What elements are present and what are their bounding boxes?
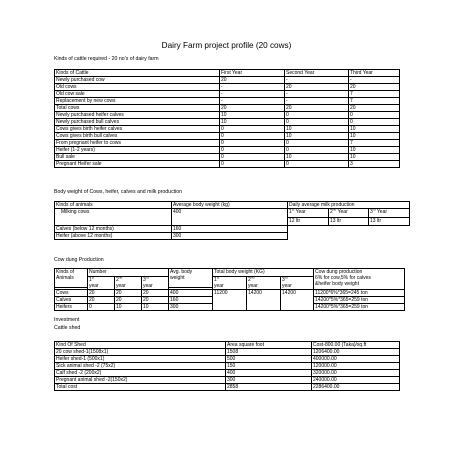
year-header-cell: 2nd year bbox=[115, 277, 142, 290]
table-header-row bbox=[55, 342, 400, 349]
table-cell: 0 bbox=[349, 119, 400, 126]
table-cell: 13 ltr bbox=[329, 217, 369, 226]
table-row bbox=[55, 112, 400, 119]
header-cell: Average body weight (kg) bbox=[172, 202, 288, 209]
year-header-cell: 1st year bbox=[213, 277, 247, 290]
table-cell: 20 bbox=[88, 290, 115, 297]
row-label: Calves bbox=[55, 297, 88, 304]
table-cell: 7 bbox=[349, 91, 400, 98]
table-cell: 13 ltr bbox=[369, 217, 410, 226]
table-row bbox=[55, 349, 400, 356]
row-label: Old cow sale bbox=[55, 91, 220, 98]
table-row bbox=[55, 363, 400, 370]
table-cell: 11200 bbox=[213, 290, 247, 311]
header-cell: Avg. body weight bbox=[169, 269, 213, 288]
table-row bbox=[55, 133, 400, 140]
cattle-shed-table-body bbox=[55, 342, 400, 391]
table-cell: 7 bbox=[349, 140, 400, 147]
table-cell: 10 bbox=[349, 154, 400, 161]
cow-dung-heading: Cow dung Production bbox=[54, 257, 104, 263]
table-row bbox=[55, 126, 400, 133]
table-cell: 300 bbox=[169, 304, 213, 311]
cattle-required-table bbox=[54, 69, 400, 168]
body-weight-header-row bbox=[55, 202, 410, 209]
table-cell: 10 bbox=[285, 126, 349, 133]
table-cell: 7 bbox=[349, 98, 400, 105]
table-cell: 20 bbox=[88, 297, 115, 304]
header-cell: First Year bbox=[220, 70, 285, 77]
table-cell: 0 bbox=[220, 154, 285, 161]
row-label: Cows gives birth heifer calves bbox=[55, 126, 220, 133]
table-row bbox=[55, 98, 400, 105]
table-cell: 10 bbox=[285, 133, 349, 140]
table-row bbox=[55, 370, 400, 377]
row-label: Calf shed -2 (200x2) bbox=[55, 370, 226, 377]
row-label: Sick animal shed -2 (75x2) bbox=[55, 363, 226, 370]
header-cell: Kinds of Animals bbox=[55, 269, 88, 288]
table-cell: 3 bbox=[349, 161, 400, 168]
row-label: Calves (below 12 months) bbox=[55, 226, 172, 233]
table-row bbox=[55, 161, 400, 168]
year-header-cell: 3rd Year bbox=[369, 209, 410, 218]
body-weight-table bbox=[54, 201, 410, 240]
table-row bbox=[55, 119, 400, 126]
table-cell: 20 bbox=[285, 84, 349, 91]
table-row bbox=[55, 77, 400, 84]
table-cell: - bbox=[349, 77, 400, 84]
table-cell: 0 bbox=[285, 161, 349, 168]
year-header-cell: 2nd year bbox=[247, 277, 281, 290]
cattle-shed-heading: Cattle shed bbox=[54, 325, 81, 331]
table-cell: 20 bbox=[220, 105, 285, 112]
table-cell: 20 bbox=[349, 105, 400, 112]
header-cell: Daily average milk production bbox=[288, 202, 410, 209]
table-cell: 20 bbox=[142, 290, 169, 297]
year-header-cell: 1st year bbox=[88, 277, 115, 290]
table-cell: 12 ltr bbox=[288, 217, 329, 226]
row-label: Heifer (1-2 years) bbox=[55, 147, 220, 154]
table-cell: 400 bbox=[226, 370, 312, 377]
table-cell: 300 bbox=[172, 233, 288, 240]
table-cell: 20 bbox=[349, 84, 400, 91]
table-header-row bbox=[55, 70, 400, 77]
table-cell: 0 bbox=[220, 147, 285, 154]
row-label: Milking cows bbox=[55, 209, 172, 226]
table-cell: 1508 bbox=[226, 349, 312, 356]
header-cell: Area square foot bbox=[226, 342, 312, 349]
header-cell: Third Year bbox=[349, 70, 400, 77]
table-cell: 400 bbox=[169, 290, 213, 297]
year-header-cell: 3rd year bbox=[142, 277, 169, 290]
table-cell: 20 bbox=[285, 105, 349, 112]
table-cell: 0 bbox=[220, 126, 285, 133]
row-label: Replacement by new cows bbox=[55, 98, 220, 105]
table-cell: 400 bbox=[172, 209, 288, 226]
table-cell: - bbox=[285, 98, 349, 105]
table-cell: 0 bbox=[285, 140, 349, 147]
table-cell: 400000.00 bbox=[312, 356, 400, 363]
table-cell: - bbox=[220, 84, 285, 91]
row-label: Newly purchased bull calves bbox=[55, 119, 220, 126]
table-cell: 10 bbox=[349, 126, 400, 133]
row-label: 20 cow shed-1(1508x1) bbox=[55, 349, 226, 356]
table-cell: 500 bbox=[226, 356, 312, 363]
cow-dung-header-row bbox=[55, 269, 405, 277]
header-cell: Kinds of animals bbox=[55, 202, 172, 209]
cattle-required-heading: Kinds of cattle required - 20 no’s of dairy farm bbox=[54, 56, 159, 62]
table-cell: 10 bbox=[349, 133, 400, 140]
table-cell: - bbox=[285, 77, 349, 84]
table-row bbox=[55, 356, 400, 363]
table-row bbox=[55, 147, 400, 154]
row-label: Total cows bbox=[55, 105, 220, 112]
table-cell: 11200*6%*365=245 ton bbox=[314, 290, 405, 297]
empty-cell bbox=[288, 233, 410, 240]
row-label: Pregnant Heifer sale bbox=[55, 161, 220, 168]
row-label: Total cost bbox=[55, 384, 226, 391]
year-header-cell: 1st Year bbox=[288, 209, 329, 218]
row-label: Newly purchased heifer calves bbox=[55, 112, 220, 119]
row-label: Heifer (above 12 months) bbox=[55, 233, 172, 240]
table-row bbox=[55, 154, 400, 161]
table-row bbox=[55, 290, 405, 297]
table-cell: 160 bbox=[172, 226, 288, 233]
table-cell: 1206400.00 bbox=[312, 349, 400, 356]
table-row bbox=[55, 384, 400, 391]
cattle-shed-table bbox=[54, 341, 400, 391]
row-label: From pregnant heifer to cows bbox=[55, 140, 220, 147]
row-label: Newly purchased cow bbox=[55, 77, 220, 84]
header-cell: Second Year bbox=[285, 70, 349, 77]
table-cell: 2286400.00 bbox=[312, 384, 400, 391]
table-cell: 0 bbox=[220, 133, 285, 140]
table-cell: 120000.00 bbox=[312, 363, 400, 370]
cow-dung-table bbox=[54, 268, 405, 311]
header-cell: Cost-800.00 (Taka)/sq.ft bbox=[312, 342, 400, 349]
row-label: Cows gives birth bull calves bbox=[55, 133, 220, 140]
table-cell: 0 bbox=[349, 112, 400, 119]
table-cell: - bbox=[220, 98, 285, 105]
cattle-required-table-body bbox=[55, 70, 400, 168]
header-cell: Kind Of Shed bbox=[55, 342, 226, 349]
table-cell: 320000.00 bbox=[312, 370, 400, 377]
table-cell: 150 bbox=[226, 363, 312, 370]
empty-cell bbox=[288, 226, 410, 233]
year-header-cell: 2nd Year bbox=[329, 209, 369, 218]
table-cell: 20 bbox=[220, 77, 285, 84]
row-label: Bull sale bbox=[55, 154, 220, 161]
table-cell: 10 bbox=[142, 304, 169, 311]
investment-label: Investment bbox=[54, 317, 80, 323]
table-cell: 0 bbox=[220, 161, 285, 168]
table-cell: 2858 bbox=[226, 384, 312, 391]
table-row bbox=[55, 84, 400, 91]
table-cell: - bbox=[285, 91, 349, 98]
table-cell: 0 bbox=[285, 119, 349, 126]
table-cell: 300 bbox=[226, 377, 312, 384]
row-label: Heifers bbox=[55, 304, 88, 311]
table-row bbox=[55, 91, 400, 98]
milking-cows-row bbox=[55, 209, 410, 218]
page-title: Dairy Farm project profile (20 cows) bbox=[161, 41, 292, 50]
table-cell: 14200 bbox=[281, 290, 314, 311]
row-label: Cows bbox=[55, 290, 88, 297]
table-cell: 0 bbox=[285, 147, 349, 154]
table-cell: 10 bbox=[349, 147, 400, 154]
row-label: Heifer shed-1 (500x1) bbox=[55, 356, 226, 363]
header-cell: Number bbox=[88, 269, 169, 277]
table-cell: 20 bbox=[115, 290, 142, 297]
table-row bbox=[55, 233, 410, 240]
header-cell: Kinds of Cattle bbox=[55, 70, 220, 77]
body-weight-heading: Body weight of Cows, heifer, calves and milk production bbox=[54, 189, 183, 195]
table-cell: 10 bbox=[115, 304, 142, 311]
table-cell: 14200 bbox=[247, 290, 281, 311]
table-cell: 10 bbox=[220, 119, 285, 126]
table-cell: 240000.00 bbox=[312, 377, 400, 384]
table-cell: 10 bbox=[220, 112, 285, 119]
table-cell: 20 bbox=[142, 297, 169, 304]
row-label: Pregnant animal shed -2(150x2) bbox=[55, 377, 226, 384]
table-cell: 160 bbox=[169, 297, 213, 304]
table-row bbox=[55, 140, 400, 147]
table-cell: 0 bbox=[285, 112, 349, 119]
table-cell: - bbox=[220, 91, 285, 98]
table-cell: 0 bbox=[220, 140, 285, 147]
table-cell: 14200*5%*365=259 ton bbox=[314, 297, 405, 304]
header-cell: Cow dung production 6% for cow,5% for calves &heifer body weight bbox=[314, 269, 405, 290]
table-row bbox=[55, 226, 410, 233]
table-cell: 10 bbox=[285, 154, 349, 161]
row-label: Old cows bbox=[55, 84, 220, 91]
table-row bbox=[55, 377, 400, 384]
table-cell: 0 bbox=[88, 304, 115, 311]
header-cell: Total body weight (KG) bbox=[213, 269, 314, 277]
table-row bbox=[55, 105, 400, 112]
table-cell: 20 bbox=[115, 297, 142, 304]
table-cell: 14200*5%*365=259 ton bbox=[314, 304, 405, 311]
year-header-cell: 3rd year bbox=[281, 277, 314, 290]
